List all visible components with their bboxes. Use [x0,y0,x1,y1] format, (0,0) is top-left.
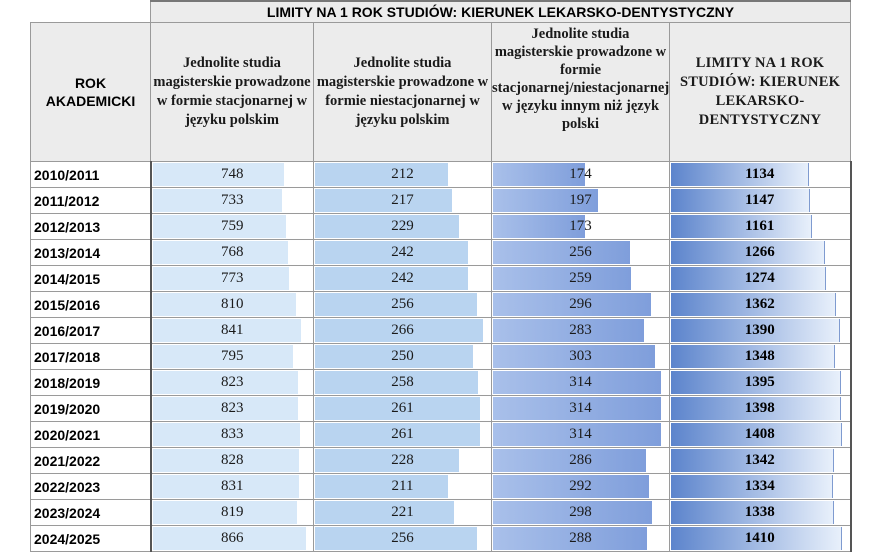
value-text: 283 [569,322,592,338]
value-text: 1410 [744,530,775,546]
value-text: 197 [569,192,592,208]
value-cell-limity-total [670,500,851,526]
value-text: 831 [221,478,244,494]
value-text: 242 [391,270,414,286]
value-cell-inny-jezyk [492,318,670,344]
value-text: 733 [221,192,244,208]
column-header-niestacjonarne-pl: Jednolite studia magisterskie prowadzone w formie niestacjonarnej w języku polskim [314,23,492,162]
value-text: 833 [221,426,244,442]
value-text: 1266 [744,244,775,260]
value-cell-inny-jezyk [492,266,670,292]
value-text: 768 [221,244,244,260]
value-text: 795 [221,348,244,364]
value-cell-stacjonarne-pl [151,448,314,474]
table-row [31,292,851,318]
value-cell-limity-total [670,318,851,344]
value-text: 828 [221,452,244,468]
year-cell: 2015/2016 [31,292,151,318]
value-cell-limity-total [670,474,851,500]
value-cell-inny-jezyk [492,448,670,474]
value-cell-limity-total [670,396,851,422]
value-cell-inny-jezyk [492,474,670,500]
value-cell-limity-total [670,266,851,292]
column-header-row [31,23,851,162]
value-text: 288 [569,530,592,546]
value-cell-stacjonarne-pl [151,292,314,318]
table-row [31,266,851,292]
value-text: 1348 [744,348,775,364]
value-cell-stacjonarne-pl [151,474,314,500]
year-cell: 2014/2015 [31,266,151,292]
value-text: 256 [569,244,592,260]
value-cell-limity-total [670,240,851,266]
value-text: 261 [391,400,414,416]
table-row [31,370,851,396]
table-row [31,188,851,214]
value-text: 314 [569,426,592,442]
value-text: 1408 [744,426,775,442]
table-body [31,162,851,552]
value-text: 259 [569,270,592,286]
table-row [31,396,851,422]
value-cell-stacjonarne-pl [151,266,314,292]
year-cell: 2017/2018 [31,344,151,370]
table-row [31,500,851,526]
value-text: 1342 [744,452,775,468]
value-text: 266 [391,322,414,338]
value-cell-niestacjonarne-pl [314,214,492,240]
value-cell-stacjonarne-pl [151,344,314,370]
column-header-stacjonarne-pl: Jednolite studia magisterskie prowadzone w formie stacjonarnej w języku polskim [151,23,314,162]
super-header-row [31,1,851,23]
value-text: 174 [569,166,592,182]
value-text: 1274 [744,270,775,286]
value-text: 759 [221,218,244,234]
year-cell: 2018/2019 [31,370,151,396]
table-row [31,240,851,266]
value-text: 256 [391,296,414,312]
value-cell-inny-jezyk [492,162,670,188]
value-text: 303 [569,348,592,364]
value-text: 841 [221,322,244,338]
blank-corner [31,1,151,23]
year-cell: 2012/2013 [31,214,151,240]
value-text: 823 [221,374,244,390]
value-text: 212 [391,166,414,182]
value-text: 211 [391,478,414,494]
value-text: 866 [221,530,244,546]
table-row [31,526,851,552]
value-text: 1362 [744,296,775,312]
limits-table-container [30,0,850,547]
value-cell-niestacjonarne-pl [314,448,492,474]
value-cell-niestacjonarne-pl [314,318,492,344]
value-cell-niestacjonarne-pl [314,292,492,318]
value-cell-stacjonarne-pl [151,318,314,344]
value-cell-stacjonarne-pl [151,240,314,266]
value-text: 1161 [745,218,775,234]
value-text: 314 [569,400,592,416]
value-cell-niestacjonarne-pl [314,500,492,526]
value-cell-stacjonarne-pl [151,526,314,552]
value-cell-niestacjonarne-pl [314,344,492,370]
row-header-rok-akademicki: ROK AKADEMICKI [31,23,151,162]
value-text: 1398 [744,400,775,416]
value-cell-inny-jezyk [492,214,670,240]
value-cell-niestacjonarne-pl [314,370,492,396]
value-text: 296 [569,296,592,312]
value-cell-inny-jezyk [492,292,670,318]
value-cell-stacjonarne-pl [151,370,314,396]
value-cell-niestacjonarne-pl [314,266,492,292]
year-cell: 2021/2022 [31,448,151,474]
value-cell-limity-total [670,526,851,552]
table-row [31,162,851,188]
value-text: 773 [221,270,244,286]
value-cell-limity-total [670,162,851,188]
value-text: 1395 [744,374,775,390]
value-text: 221 [391,504,414,520]
column-header-inny-jezyk: Jednolite studia magisterskie prowadzone w formie stacjonarnej/niestacjonarnej w języku innym niż język polski [492,23,670,162]
value-cell-stacjonarne-pl [151,422,314,448]
value-text: 292 [569,478,592,494]
value-cell-inny-jezyk [492,396,670,422]
value-text: 250 [391,348,414,364]
value-cell-limity-total [670,370,851,396]
value-text: 286 [569,452,592,468]
value-text: 217 [391,192,414,208]
value-cell-niestacjonarne-pl [314,240,492,266]
value-text: 229 [391,218,414,234]
value-text: 1334 [744,478,775,494]
value-cell-stacjonarne-pl [151,162,314,188]
year-cell: 2024/2025 [31,526,151,552]
value-text: 258 [391,374,414,390]
year-cell: 2023/2024 [31,500,151,526]
year-cell: 2010/2011 [31,162,151,188]
value-text: 173 [569,218,592,234]
year-cell: 2013/2014 [31,240,151,266]
value-text: 810 [221,296,244,312]
value-cell-limity-total [670,422,851,448]
value-text: 1134 [745,166,775,182]
table-title: LIMITY NA 1 ROK STUDIÓW: KIERUNEK LEKARSKO-DENTYSTYCZNY [151,1,851,23]
value-text: 1390 [744,322,775,338]
year-cell: 2019/2020 [31,396,151,422]
value-text: 1338 [744,504,775,520]
value-text: 261 [391,426,414,442]
value-cell-limity-total [670,214,851,240]
value-cell-inny-jezyk [492,370,670,396]
table-row [31,422,851,448]
year-cell: 2020/2021 [31,422,151,448]
value-cell-inny-jezyk [492,188,670,214]
table-row [31,344,851,370]
value-cell-stacjonarne-pl [151,214,314,240]
value-cell-limity-total [670,344,851,370]
value-cell-limity-total [670,448,851,474]
value-cell-limity-total [670,188,851,214]
table-row [31,318,851,344]
value-cell-niestacjonarne-pl [314,422,492,448]
value-text: 256 [391,530,414,546]
value-cell-niestacjonarne-pl [314,396,492,422]
column-header-limity-total: LIMITY NA 1 ROK STUDIÓW: KIERUNEK LEKARSKO-DENTYSTYCZNY [670,23,851,162]
value-cell-inny-jezyk [492,500,670,526]
limits-table [30,0,852,552]
value-cell-inny-jezyk [492,422,670,448]
value-cell-inny-jezyk [492,240,670,266]
year-cell: 2011/2012 [31,188,151,214]
value-text: 298 [569,504,592,520]
value-cell-niestacjonarne-pl [314,188,492,214]
value-cell-niestacjonarne-pl [314,162,492,188]
value-text: 242 [391,244,414,260]
value-text: 819 [221,504,244,520]
year-cell: 2022/2023 [31,474,151,500]
value-text: 1147 [745,192,775,208]
value-text: 748 [221,166,244,182]
value-text: 314 [569,374,592,390]
value-cell-niestacjonarne-pl [314,474,492,500]
value-cell-inny-jezyk [492,526,670,552]
table-row [31,474,851,500]
table-row [31,448,851,474]
value-cell-stacjonarne-pl [151,500,314,526]
value-cell-niestacjonarne-pl [314,526,492,552]
value-cell-limity-total [670,292,851,318]
value-cell-stacjonarne-pl [151,188,314,214]
value-cell-inny-jezyk [492,344,670,370]
year-cell: 2016/2017 [31,318,151,344]
value-text: 228 [391,452,414,468]
value-text: 823 [221,400,244,416]
value-cell-stacjonarne-pl [151,396,314,422]
table-row [31,214,851,240]
